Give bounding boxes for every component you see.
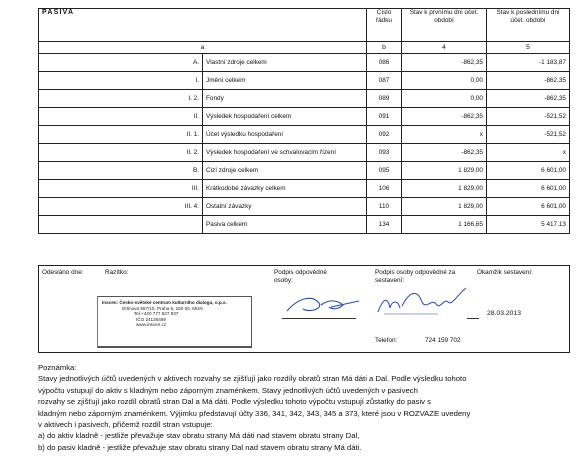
row-label: Vlastní zdroje celkem [203, 54, 367, 72]
notes-line: kladným nebo záporným znaménkem. Výjimku představují účty 336, 341, 342, 343, 345 a 373, které jsou v ROZVAZE uvedeny [38, 408, 471, 418]
row-code: III. 4. [39, 198, 203, 216]
stamp-label: Razítko: [105, 269, 129, 276]
row-last-value: -521,52 [487, 108, 570, 126]
row-label: Cizí zdroje celkem [203, 162, 367, 180]
preparer-signature-label: Podpis osoby odpovědné za sestavení: [375, 269, 456, 284]
pasiva-table [38, 8, 570, 234]
row-line-no: 091 [367, 108, 402, 126]
notes-heading: Poznámka: [38, 363, 77, 372]
col-label-5: 5 [487, 42, 570, 54]
row-last-value: 6 601,00 [487, 198, 570, 216]
notes-line: Stavy jednotlivých účtů uvedených v aktivech rozvahy se zjišťují jako rozdíly obratů stran Má dáti a Dal. Podle výsledku tohoto [38, 374, 467, 384]
preparer-signature-icon [374, 284, 474, 320]
row-code: II. 1. [39, 126, 203, 144]
row-last-value: -862,35 [487, 90, 570, 108]
table-row [39, 180, 570, 198]
row-line-no: 110 [367, 198, 402, 216]
row-label: Krátkodobé závazky celkem [203, 180, 367, 198]
row-first-value: 1 829,00 [402, 180, 487, 198]
table-row [39, 216, 570, 234]
col-label-4: 4 [402, 42, 487, 54]
stamp-line: www.inscen.cz [136, 322, 167, 328]
stamp-line: Inscen: Česko-světské centrum kulturního dialogu, o.p.s. [102, 300, 227, 305]
row-label: Účet výsledku hospodaření [203, 126, 367, 144]
row-last-value: 6 601,00 [487, 162, 570, 180]
phone-label: Telefon: [375, 337, 398, 344]
sent-label: Odesláno dne: [42, 269, 84, 276]
row-label: Ostatní závazky [203, 198, 367, 216]
row-line-no: 106 [367, 180, 402, 198]
row-first-value: -862,35 [402, 54, 487, 72]
row-code: A. [39, 54, 203, 72]
table-header-row [39, 9, 570, 42]
notes-section [38, 362, 578, 453]
notes-line: výpočtu vstupují do aktiv s kladným nebo záporným znaménkem. Stavy jednotlivých účtů uvedených v pasivech [38, 385, 418, 395]
row-first-value: 1 829,00 [402, 162, 487, 180]
row-last-value: 6 601,00 [487, 180, 570, 198]
notes-line: rozvahy se zjišťují jako rozdíl obratů stran Dal a Má dáti. Podle výsledku tohoto výpočtu vstupují zůstatky do pasiv s [38, 397, 432, 407]
notes-line: v aktivech i pasivech, přičemž rozdíl stran vstupuje: [38, 420, 213, 430]
row-line-no: 089 [367, 90, 402, 108]
row-label: Výsledek hospodaření ve schvalovacím řízení [203, 144, 367, 162]
row-label: Fondy [203, 90, 367, 108]
row-line-no: 086 [367, 54, 402, 72]
table-row [39, 54, 570, 72]
row-first-value: x [402, 126, 487, 144]
col-label-b: b [367, 42, 402, 54]
row-code: I. [39, 72, 203, 90]
row-line-no: 095 [367, 162, 402, 180]
row-line-no: 087 [367, 72, 402, 90]
compiled-date: 28.03.2013 [487, 310, 522, 317]
table-row [39, 108, 570, 126]
row-code: I. 2. [39, 90, 203, 108]
row-code: III. [39, 180, 203, 198]
table-row [39, 90, 570, 108]
table-row [39, 72, 570, 90]
responsible-signature-icon [279, 291, 364, 321]
row-last-value: -862,35 [487, 72, 570, 90]
row-first-value: 1 166,65 [402, 216, 487, 234]
row-code: II. [39, 108, 203, 126]
row-line-no: 134 [367, 216, 402, 234]
row-last-value: 5 417,13 [487, 216, 570, 234]
row-first-value: 0,00 [402, 90, 487, 108]
row-first-value: -862,35 [402, 108, 487, 126]
notes-line: b) do pasiv kladně - jestliže převažuje stav obratu strany Dal nad stavem obratu strany Má dáti. [38, 442, 362, 452]
col-header-last: Stav k poslednímu dni účet. období [487, 9, 570, 42]
stamp-line: Tel.+420 777 627 837 [134, 311, 179, 317]
table-row [39, 162, 570, 180]
row-first-value: -862,35 [402, 144, 487, 162]
stamp-line: Drtinova 557/10, Praha 5, 150 00, MUN [122, 305, 203, 311]
stamp-line: IČO 24126489 [136, 316, 166, 322]
col-header-first: Stav k prvnímu dni účet. období [402, 9, 487, 42]
table-row [39, 144, 570, 162]
table-title: PASIVA [39, 9, 367, 42]
row-label: Výsledek hospodaření celkem [203, 108, 367, 126]
row-line-no: 093 [367, 144, 402, 162]
row-last-value: x [487, 144, 570, 162]
row-label: Pasiva celkem [203, 216, 367, 234]
col-header-line-no: Číslo řádku [367, 9, 402, 42]
row-first-value: 0,00 [402, 72, 487, 90]
table-row [39, 198, 570, 216]
table-row [39, 126, 570, 144]
moment-label: Okamžik sestavení: [477, 269, 533, 276]
row-last-value: -521,52 [487, 126, 570, 144]
row-code: B. [39, 162, 203, 180]
responsible-signature-label: Podpis odpovědné osoby: [274, 269, 327, 284]
row-code [39, 216, 203, 234]
row-first-value: 1 829,00 [402, 198, 487, 216]
row-code: II. 2. [39, 144, 203, 162]
phone-number: 724 159 702 [425, 337, 461, 344]
row-line-no: 092 [367, 126, 402, 144]
col-label-a: a [39, 42, 367, 54]
column-label-row [39, 42, 570, 54]
organization-stamp [97, 296, 252, 348]
notes-line: a) do aktiv kladně - jestliže převažuje stav obratu strany Má dáti nad stavem obratu strany Dal, [38, 431, 360, 441]
row-label: Jmění celkem [203, 72, 367, 90]
row-last-value: -1 183,87 [487, 54, 570, 72]
